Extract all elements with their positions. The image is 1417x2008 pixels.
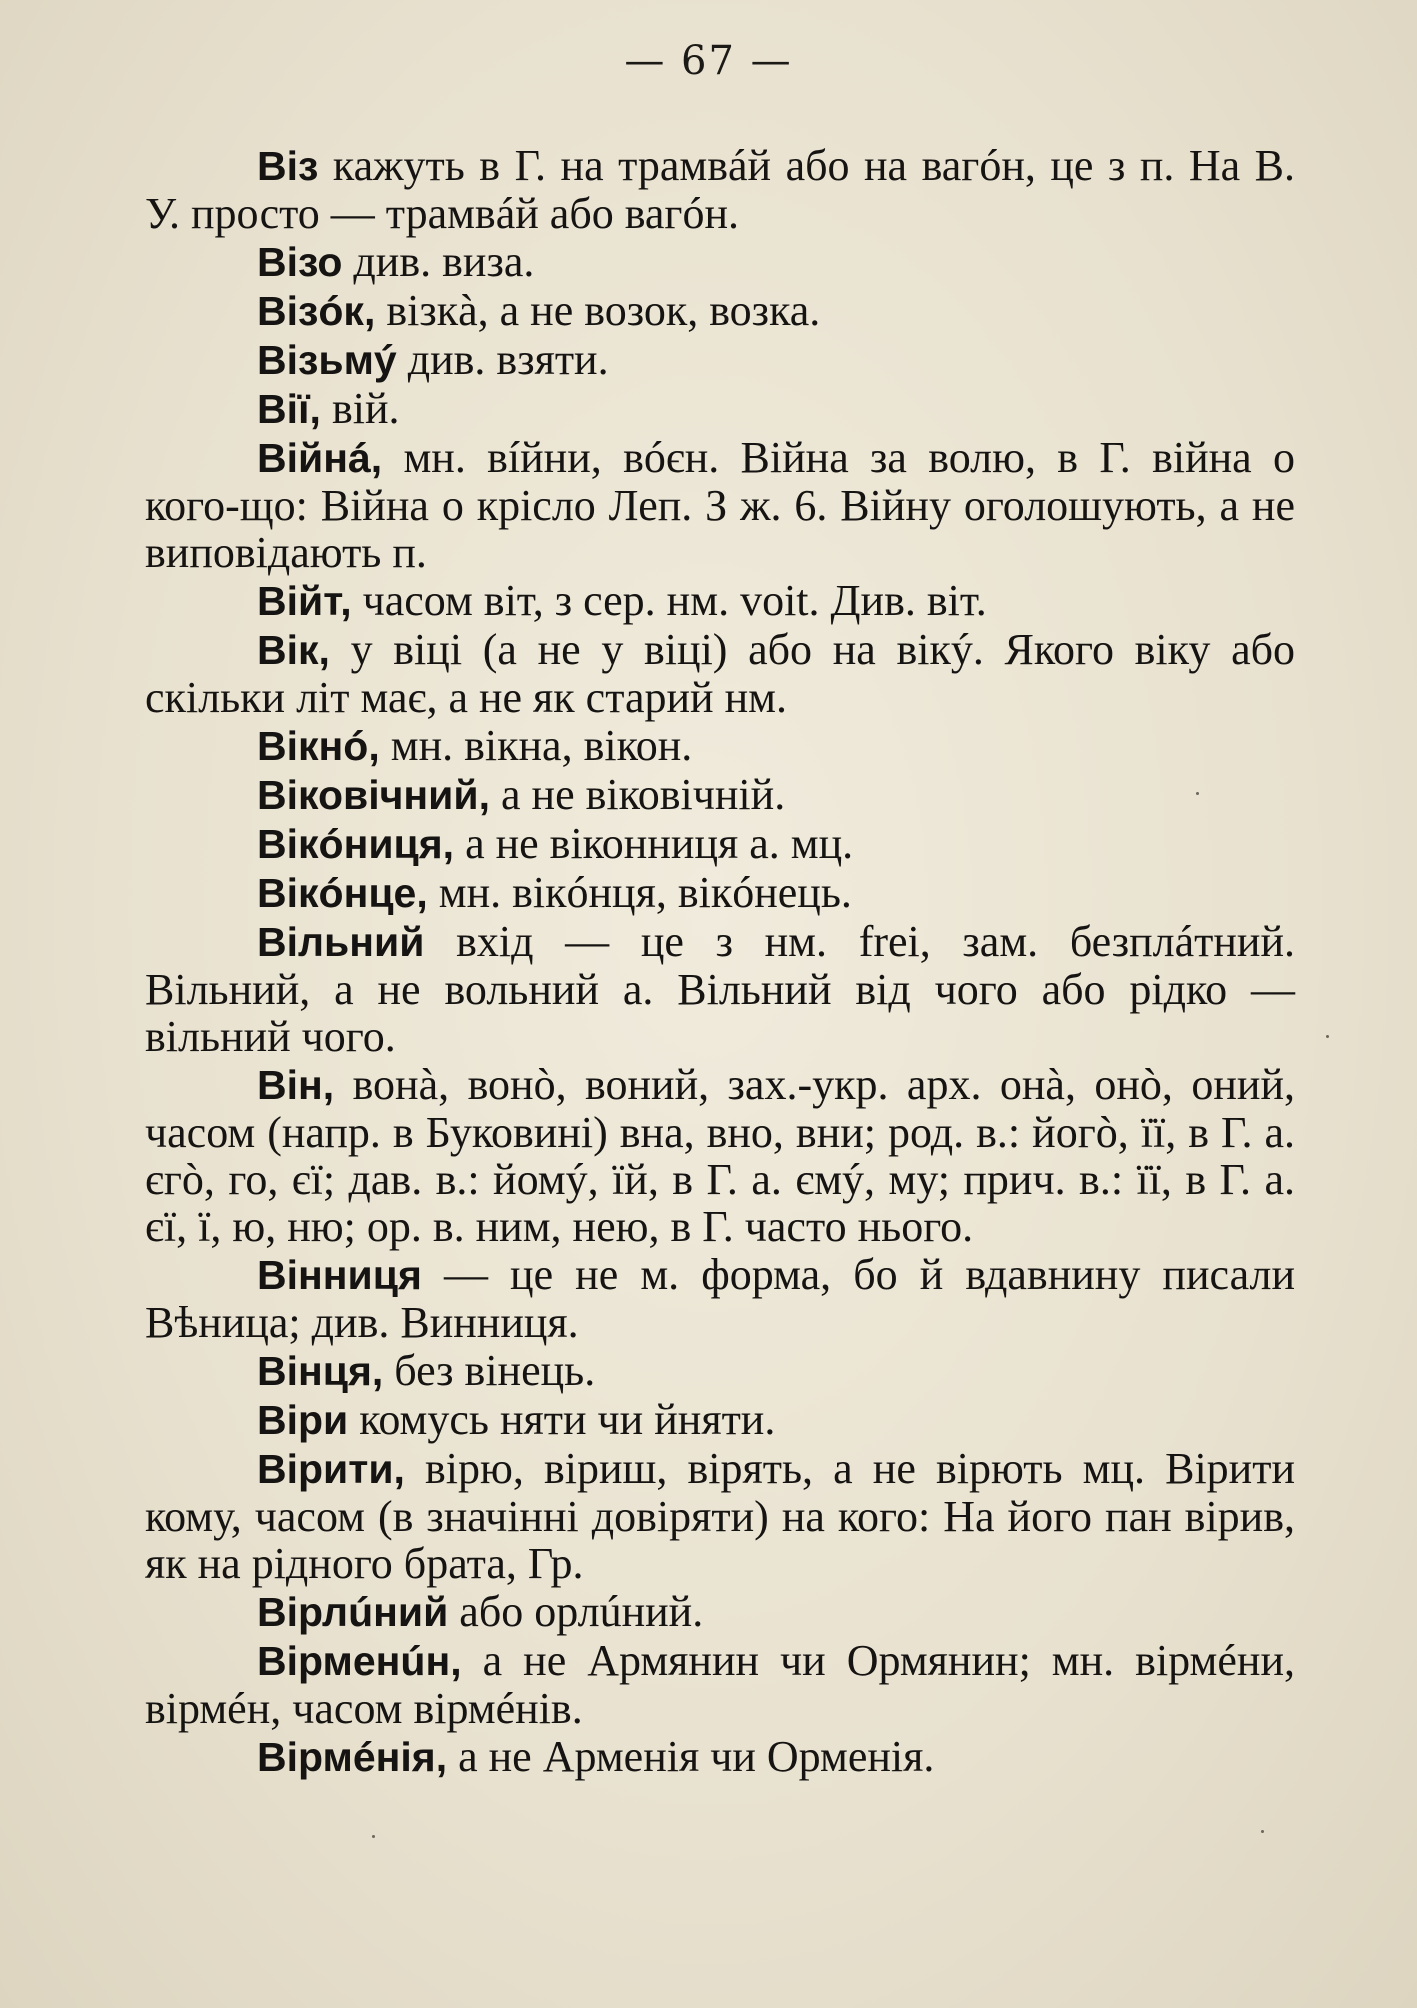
entry-text: а не Арменія чи Орменія. [447, 1732, 935, 1781]
headword: Вік, [257, 627, 330, 673]
headword: Вірити, [257, 1446, 405, 1492]
headword: Візóк, [257, 288, 376, 334]
entry [145, 142, 1295, 237]
entry [145, 771, 1295, 819]
entry [145, 869, 1295, 917]
headword: Війнá, [257, 435, 383, 481]
entry [145, 434, 1295, 576]
entry-text: див. виза. [342, 237, 535, 286]
headword: Вірлúний [257, 1589, 449, 1635]
entry [145, 1445, 1295, 1587]
headword: Вірмéнія, [257, 1734, 448, 1780]
entry [145, 336, 1295, 384]
headword: Вільний [257, 919, 425, 965]
paper-speck [372, 1835, 375, 1838]
paper-speck [1326, 1035, 1329, 1038]
entry-text: вонà, вонò, воний, зах.-укр. арх. онà, онò, оний, часом (напр. в Буковині) вна, вно, вни; род. в.: йогò, її, в Г. а. єгò, го, єї; дав. в.: йомý, їй, в Г. а. ємý, му; прич. в.: її, в Г. а. єї, ї, ю, ню; ор. в. ним, нею, в Г. часто нього. [145, 1060, 1295, 1251]
entry [145, 1396, 1295, 1444]
entry-text: вірю, віриш, вірять, а не вірють мц. Вірити кому, часом (в значінні довіряти) на кого: На його пан вірив, як на рідного брата, Гр. [145, 1444, 1295, 1588]
entry-text: вій. [320, 384, 400, 433]
entry-text: а не віковічній. [490, 770, 786, 819]
headword: Вінниця [257, 1252, 422, 1298]
headword: Візо [257, 239, 343, 285]
entry-text: часом віт, з сер. нм. voit. Див. віт. [351, 576, 987, 625]
entry-text: а не віконниця а. мц. [454, 819, 854, 868]
headword: Він, [257, 1062, 335, 1108]
entry [145, 1637, 1295, 1732]
entry-text: — це не м. форма, бо й вдавнину писали Вѣница; див. Винниця. [145, 1250, 1295, 1347]
entry [145, 287, 1295, 335]
headword: Віз [257, 143, 319, 189]
entry [145, 1061, 1295, 1250]
entry-text: мн. вікóнця, вікóнець. [427, 868, 852, 917]
entry [145, 1347, 1295, 1395]
entry [145, 238, 1295, 286]
headword: Війт, [257, 578, 352, 624]
entry [145, 385, 1295, 433]
headword: Віковічний, [257, 772, 490, 818]
entry-text: без вінець. [383, 1346, 596, 1395]
entry-text: кажуть в Г. на трамвáй або на вагóн, це з п. На В. У. просто — трамвáй або вагóн. [145, 141, 1295, 238]
headword: Вінця, [257, 1348, 384, 1394]
entry-text: комусь няти чи йняти. [348, 1395, 776, 1444]
entry [145, 1588, 1295, 1636]
entry-text: мн. вíйни, вóєн. Війна за волю, в Г. війна о кого-що: Війна о крісло Леп. З ж. 6. Війну оголошують, а не виповідають п. [145, 433, 1295, 577]
entry [145, 626, 1295, 721]
entry-text: або орлúний. [448, 1587, 704, 1636]
entry [145, 1733, 1295, 1781]
entry-text: візкà, а не возок, возка. [375, 286, 821, 335]
headword: Вірменúн, [257, 1638, 462, 1684]
entry-text: див. взяти. [396, 335, 609, 384]
headword: Вікóнце, [257, 870, 428, 916]
entry [145, 820, 1295, 868]
dictionary-text [145, 142, 1295, 1782]
entry [145, 918, 1295, 1060]
entry [145, 577, 1295, 625]
headword: Вікóниця, [257, 821, 455, 867]
entry-text: мн. вікна, вікон. [379, 721, 693, 770]
entry [145, 722, 1295, 770]
headword: Віри [257, 1397, 349, 1443]
entry-text: у віці (а не у віці) або на вікý. Якого віку або скільки літ має, а не як старий нм. [145, 625, 1295, 722]
entry-text: а не Армянин чи Ормянин; мн. вірмéни, вірмéн, часом вірмéнів. [145, 1636, 1295, 1733]
page-number: — 67 — [624, 38, 793, 84]
headword: Вії, [257, 386, 321, 432]
entry [145, 1251, 1295, 1346]
entry-text: вхід — це з нм. frei, зам. безплáтний. Вільний, а не вольний а. Вільний від чого або рідко — вільний чого. [145, 917, 1295, 1061]
paper-speck [1261, 1830, 1264, 1833]
headword: Вікнó, [257, 723, 380, 769]
headword: Візьмý [257, 337, 397, 383]
paper-speck [1196, 792, 1199, 795]
